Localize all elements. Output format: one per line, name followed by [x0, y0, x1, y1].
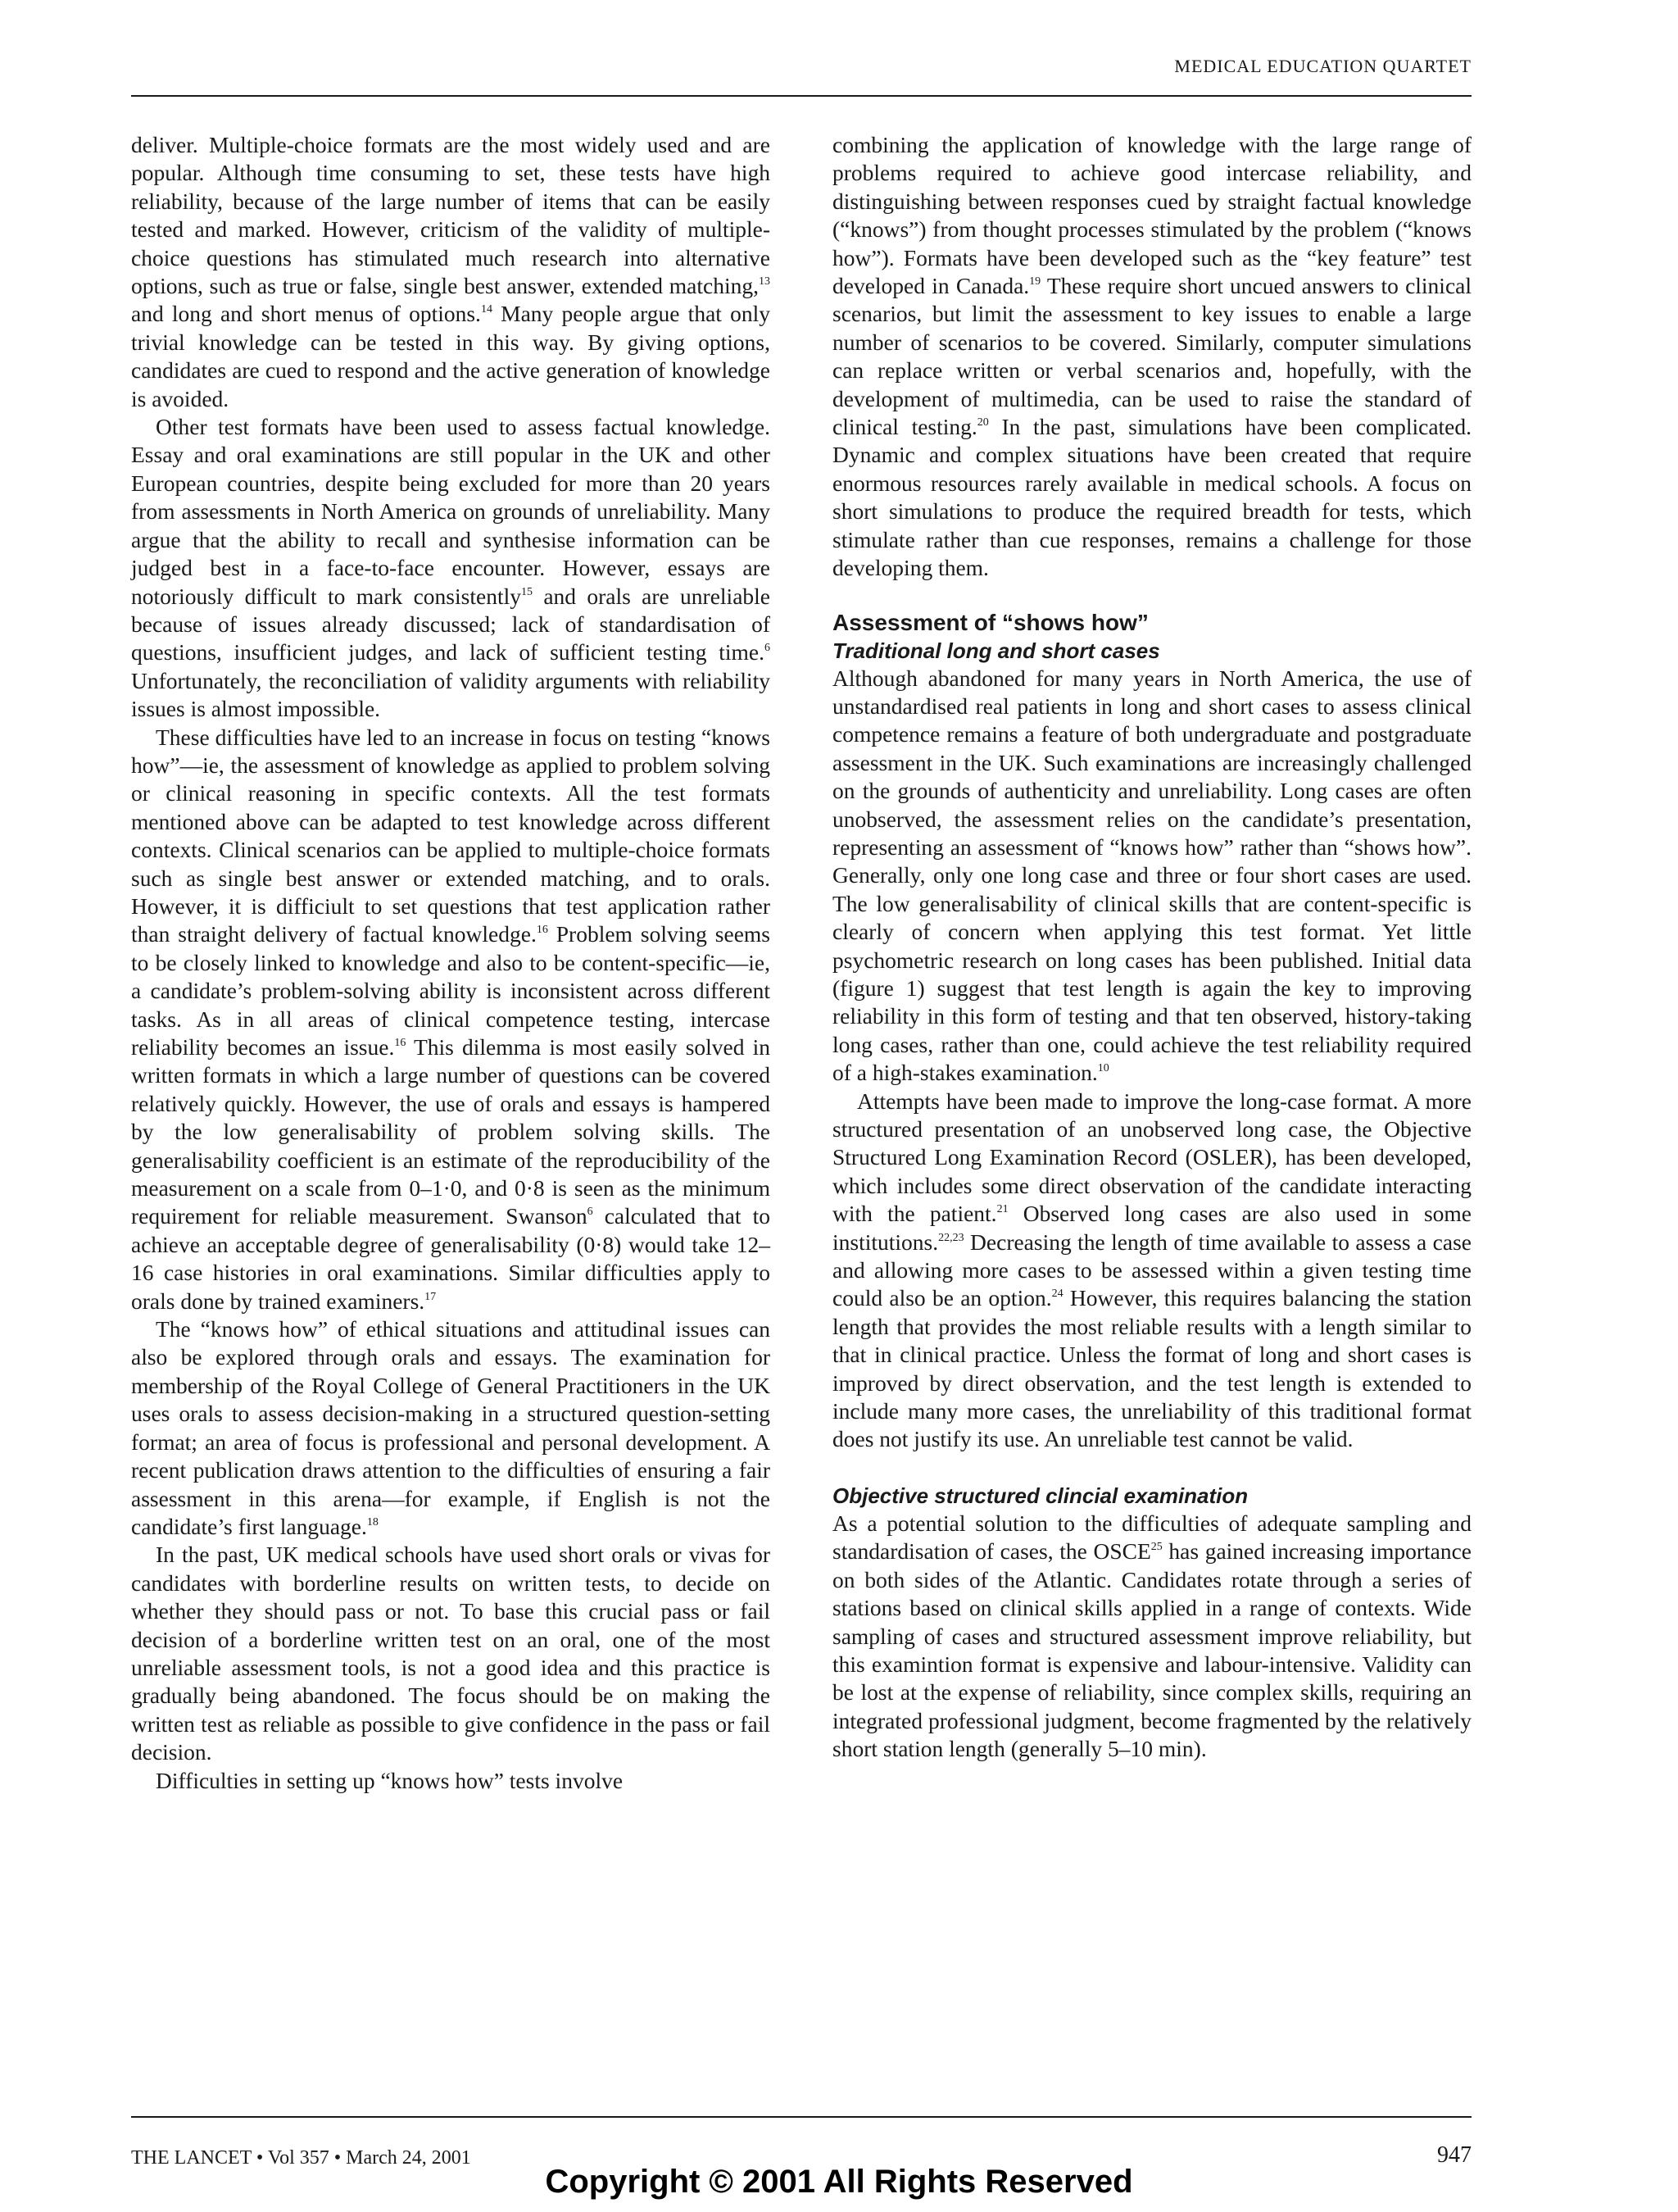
text-run: and orals are unreliable because of issues already discussed; lack of standardisation of questions, insufficient judges, and lack of sufficient testing time.: [131, 583, 770, 665]
paragraph: [832, 131, 1472, 583]
reference-superscript: 17: [424, 1290, 437, 1303]
text-run: combining the application of knowledge with the large range of problems required to achieve good intercase reliability, and distinguishing between responses cued by straight factual knowledge (“knows”) from thought processes stimulated by the problem (“knows how”). Formats have been developed such as the “key feature” test developed in Canada.: [832, 132, 1472, 299]
footer-rule: [131, 2116, 1472, 2118]
header-rule: [131, 95, 1472, 97]
text-run: Difficulties in setting up “knows how” tests involve: [156, 1767, 624, 1793]
text-run: deliver. Multiple-choice formats are the most widely used and are popular. Although time consuming to set, these tests have high reliability, because of the large number of items that can be easily tested and marked. However, criticism of the validity of multiple-choice questions has stimulated much research into alternative options, such as true or false, single best answer, extended matching,: [131, 132, 770, 299]
copyright-notice: Copyright © 2001 All Rights Reserved: [545, 2164, 1133, 2200]
reference-superscript: 25: [1150, 1541, 1163, 1554]
paragraph: [131, 1541, 770, 1766]
text-run: This dilemma is most easily solved in written formats in which a large number of questions can be covered relatively quickly. However, the use of orals and essays is hampered by the low generalisability of problem solving skills. The generalisability coefficient is an estimate of the reproducibility of the measurement on a scale from 0–1·0, and 0·8 is seen as the minimum requirement for reliable measurement. Swanson: [131, 1034, 771, 1229]
text-run: In the past, UK medical schools have used short orals or vivas for candidates with borderline results on written tests, to decide on whether they should pass or not. To base this crucial pass or fail decision of a borderline written test on an oral, one of the most unreliable assessment tools, is not a good idea and this practice is gradually being abandoned. The focus should be on making the written test as reliable as possible to give confidence in the pass or fail decision.: [131, 1542, 770, 1765]
reference-superscript: 10: [1097, 1062, 1109, 1075]
text-run: Attempts have been made to improve the long-case format. A more structured presentation of an unobserved long case, the Objective Structured Long Examination Record (OSLER), has been developed, which includes some direct observation of the candidate interacting with the patient.: [832, 1088, 1472, 1227]
text-run: In the past, simulations have been complicated. Dynamic and complex situations have been created that require enormous resources rarely available in medical schools. A focus on short simulations to produce the required breadth for tests, which stimulate rather than cue responses, remains a challenge for those developing them.: [832, 414, 1472, 581]
text-run: Although abandoned for many years in North America, the use of unstandardised real patients in long and short cases to assess clinical competence remains a feature of both undergraduate and postgraduate assessment in the UK. Such examinations are increasingly challenged on the grounds of authenticity and unreliability. Long cases are often unobserved, the assessment relies on the candidate’s presentation, representing an assessment of “knows how” rather than “shows how”. Generally, only one long case and three or four short cases are used. The low generalisability of clinical skills that are content-specific is clearly of concern when applying this test format. Yet little psychometric research on long cases has been published. Initial data (figure 1) suggest that test length is again the key to improving reliability in this form of testing and that ten observed, history-taking long cases, rather than one, could achieve the test reliability required of a high-stakes examination.: [832, 665, 1472, 1086]
reference-superscript: 13: [759, 275, 770, 288]
text-run: and long and short menus of options.: [131, 301, 481, 327]
paragraph: [131, 724, 770, 1316]
text-run: calculated that to achieve an acceptable degree of generalisability (0·8) would take 12–16 case histories in oral examinations. Similar difficulties apply to orals done by trained examiners.: [131, 1203, 770, 1314]
reference-superscript: 18: [366, 1515, 379, 1528]
subheading-osce: Objective structured clincial examination: [832, 1483, 1249, 1508]
reference-superscript: 24: [1051, 1288, 1063, 1301]
text-run: These require short uncued answers to clinical scenarios, but limit the assessment to key issues to enable a large number of scenarios to be covered. Similarly, computer simulations can replace written or verbal scenarios and, hopefully, with the development of multimedia, can be used to raise the standard of clinical testing.: [832, 273, 1472, 440]
paragraph: [131, 1767, 770, 1795]
paragraph: [131, 131, 770, 413]
section-heading: Assessment of “shows how”: [832, 609, 1149, 635]
paragraph: [832, 665, 1472, 1088]
text-run: Many people argue that only trivial knowledge can be tested in this way. By giving options, candidates are cued to respond and the active generation of knowledge is avoided.: [131, 301, 770, 411]
reference-superscript: 20: [977, 416, 989, 429]
text-run: The “knows how” of ethical situations and attitudinal issues can also be explored through orals and essays. The examination for membership of the Royal College of General Practitioners in the UK uses orals to assess decision-making in a structured question-setting format; an area of focus is professional and personal development. A recent publication draws attention to the difficulties of ensuring a fair assessment in this arena—for example, if English is not the candidate’s first language.: [131, 1316, 770, 1539]
reference-superscript: 22,23: [938, 1231, 964, 1244]
reference-superscript: 16: [536, 924, 548, 937]
reference-superscript: 6: [587, 1206, 593, 1219]
text-run: However, this requires balancing the station length that provides the most reliable results with a length similar to that in clinical practice. Unless the format of long and short cases is improved by direct observation, and the test length is extended to include many more cases, the unreliability of this traditional format does not justify its use. An unreliable test cannot be valid.: [832, 1285, 1472, 1452]
paragraph: [832, 1510, 1472, 1764]
text-run: These difficulties have led to an increase in focus on testing “knows how”—ie, the assessment of knowledge as applied to problem solving or clinical reasoning in specific contexts. All the test formats mentioned above can be adapted to test knowledge across different contexts. Clinical scenarios can be applied to multiple-choice formats such as single best answer or extended matching, and to orals. However, it is difficiult to set questions that test application rather than straight delivery of factual knowledge.: [131, 724, 770, 947]
reference-superscript: 16: [394, 1037, 406, 1049]
text-run: Problem solving seems to be closely linked to knowledge and also to be content-specific—ie, a candidate’s problem-solving ability is inconsistent across different tasks. As in all areas of clinical competence testing, intercase reliability becomes an issue.: [131, 921, 770, 1060]
reference-superscript: 14: [480, 303, 492, 316]
paragraph: [131, 413, 770, 723]
paragraph: [131, 1315, 770, 1541]
text-run: Unfortunately, the reconciliation of validity arguments with reliability issues is almost impossible.: [131, 667, 770, 722]
reference-superscript: 6: [764, 642, 770, 655]
text-run: Other test formats have been used to assess factual knowledge. Essay and oral examinations are still popular in the UK and other European countries, despite being excluded for more than 20 years from assessments in North America on grounds of unreliability. Many argue that the ability to recall and synthesise information can be judged best in a face-to-face encounter. However, essays are notoriously difficult to mark consistently: [131, 414, 770, 609]
text-run: As a potential solution to the difficulties of adequate sampling and standardisation of cases, the OSCE: [832, 1510, 1472, 1565]
paragraph: [832, 1088, 1472, 1454]
running-head: MEDICAL EDUCATION QUARTET: [1174, 56, 1472, 76]
left-column: [131, 131, 770, 1795]
text-run: Decreasing the length of time available to assess a case and allowing more cases to be assessed within a given testing time could also be an option.: [832, 1229, 1472, 1311]
journal-citation: THE LANCET • Vol 357 • March 24, 2001: [131, 2147, 471, 2169]
reference-superscript: 15: [520, 585, 533, 598]
text-run: Observed long cases are also used in some institutions.: [832, 1201, 1472, 1255]
page-number: 947: [1437, 2142, 1472, 2168]
reference-superscript: 19: [1029, 275, 1041, 288]
right-column: [832, 131, 1472, 1764]
subheading-long-short-cases: Traditional long and short cases: [832, 638, 1160, 663]
text-run: has gained increasing importance on both sides of the Atlantic. Candidates rotate through a series of stations based on clinical skills applied in a range of contexts. Wide sampling of cases and structured assessment improve reliability, but this examintion format is expensive and labour-intensive. Validity can be lost at the expense of reliability, since complex skills, requiring an integrated professional judgment, become fragmented by the relatively short station length (generally 5–10 min).: [832, 1538, 1472, 1762]
reference-superscript: 21: [996, 1203, 1009, 1216]
